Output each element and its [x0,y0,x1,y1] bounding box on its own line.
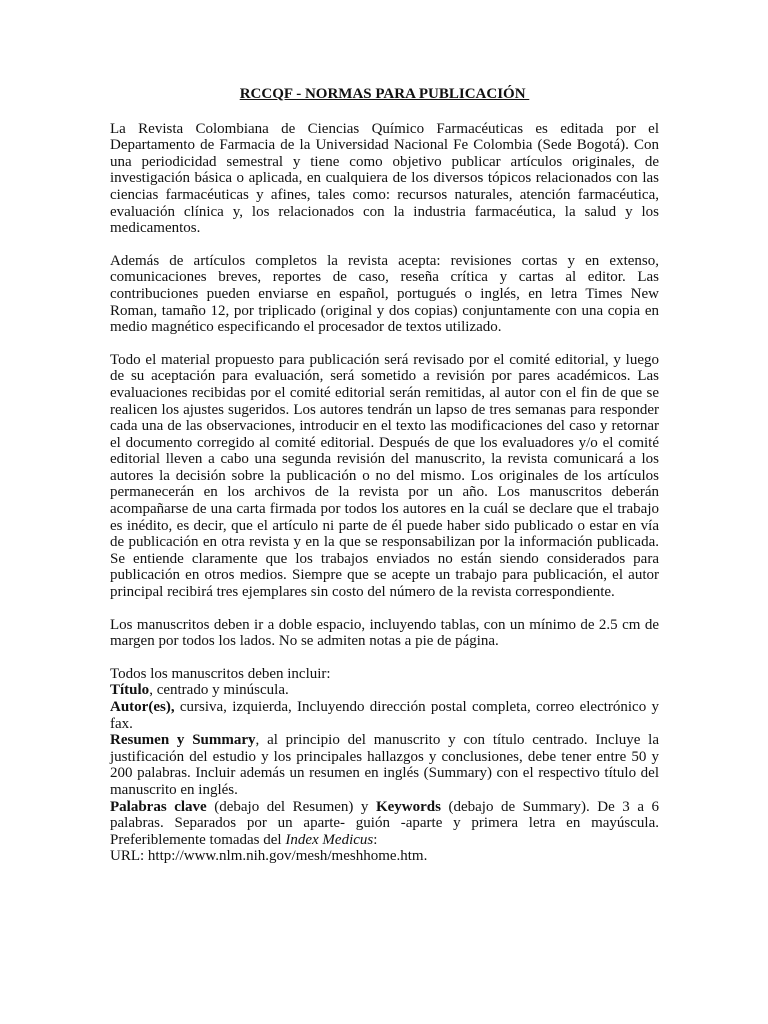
requirement-autores [110,699,659,732]
titulo-label: Título [110,682,150,699]
requirement-resumen [110,732,659,798]
keywords-label: Keywords [375,798,441,815]
autores-label: Autor(es), [110,699,175,715]
titulo-text: , centrado y minúscula. [149,682,289,699]
requirements-intro: Todos los manuscritos deben incluir: [110,665,331,682]
autores-text: cursiva, izquierda, Incluyendo dirección postal completa, correo electrónico y fax. [110,699,659,732]
paragraph-article-types: Además de artículos completos la revista acepta: revisiones cortas y en extenso, comunicaciones breves, reportes de caso, reseña crítica y cartas al editor. Las contribuciones pueden enviarse en español, portugués o inglés, en letra Times New Roman, tamaño 12, por triplicado (original y dos copias) conjuntamente con una copia en medio magnético especificando el procesador de textos utilizado. [110,252,659,336]
requirement-palabras-clave [110,799,659,849]
paragraph-review-process: Todo el material propuesto para publicación será revisado por el comité editorial, y luego de su aceptación para evaluación, será sometido a revisión por pares académicos. Las evaluaciones recibidas por el comité editorial serán remitidas, al autor con el fin de que se realicen los ajustes sugeridos. Los autores tendrán un lapso de tres semanas para responder cada una de las observaciones, introducir en el texto las modificaciones del caso y retornar el documento corregido al comité editorial. Después de que los evaluadores y/o el comité editorial lleven a cabo una segunda revisión del manuscrito, la revista comunicará a los autores la decisión sobre la publicación o no del mismo. Los originales de los artículos permanecerán en los archivos de la revista por un año. Los manuscritos deberán acompañarse de una carta firmada por todos los autores en la cuál se declare que el trabajo es inédito, es decir, que el artículo ni parte de él puede haber sido publicado o estar en vía de publicación en otra revista y en la que se responsabilizan por la información publicada. Se entiende claramente que los trabajos enviados no están siendo considerados para publicación en otros medios. Siempre que se acepte un trabajo para publicación, el autor principal recibirá tres ejemplares sin costo del número de la revista correspondiente. [110,351,659,601]
palabras-text-1: (debajo del Resumen) y [206,798,376,815]
paragraph-format: Los manuscritos deben ir a doble espacio, incluyendo tablas, con un mínimo de 2.5 cm de margen por todos los lados. No se admiten notas a pie de página. [110,616,659,650]
document-page [110,86,659,865]
palabras-text-3: : [373,831,378,848]
palabras-text-2: (debajo de Summary). De 3 a 6 palabras. Separados por un aparte- guión -aparte y primera letra en mayúscula. Preferiblemente tomadas del [110,798,660,848]
mesh-url-line: URL: http://www.nlm.nih.gov/mesh/meshhome.htm. [110,848,428,865]
palabras-clave-label: Palabras clave [110,798,207,815]
resumen-text: , al principio del manuscrito y con título centrado. Incluye la justificación del estudio y los principales hallazgos y conclusiones, debe tener entre 50 y 200 palabras. Incluir además un resumen en inglés (Summary) con el respectivo título del manuscrito en inglés. [110,732,659,798]
paragraph-intro: La Revista Colombiana de Ciencias Químico Farmacéuticas es editada por el Departamento de Farmacia de la Universidad Nacional Fe Colombia (Sede Bogotá). Con una periodicidad semestral y tiene como objetivo publicar artículos originales, de investigación básica o aplicada, en cualquiera de los diversos tópicos relacionados con las ciencias farmacéuticas y afines, tales como: recursos naturales, atención farmacéutica, evaluación clínica y, los relacionados con la industria farmacéutica, la salud y los medicamentos. [110,120,659,237]
resumen-label: Resumen y Summary [110,732,256,749]
requirement-titulo [110,682,659,699]
document-title: RCCQF - NORMAS PARA PUBLICACIÓN [239,86,530,102]
requirements-section [110,666,659,865]
index-medicus: Index Medicus [285,831,374,848]
